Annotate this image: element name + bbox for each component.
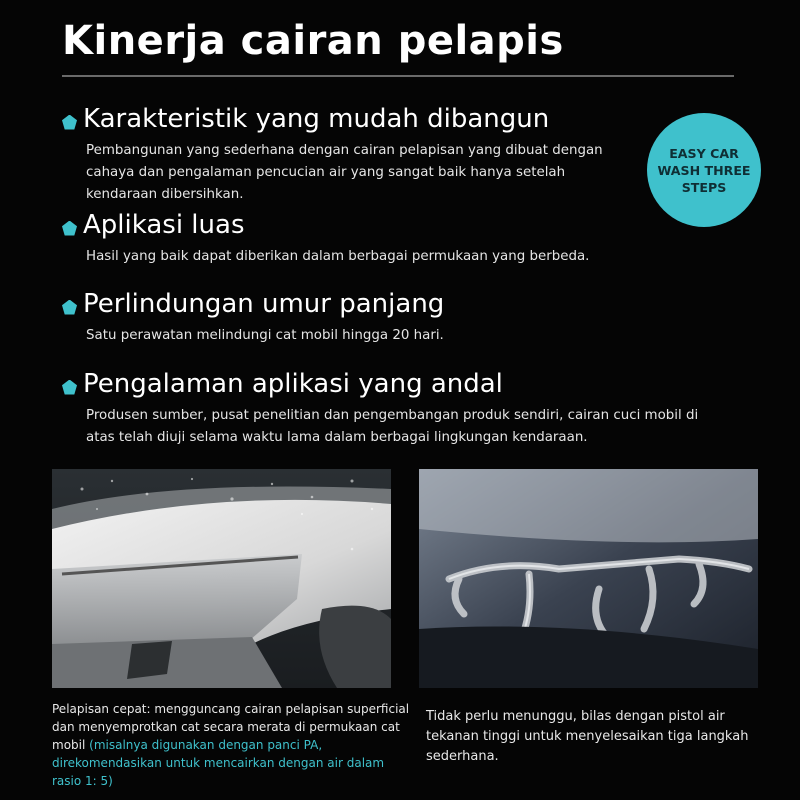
feature-easy-build — [62, 104, 622, 206]
easy-wash-badge — [647, 113, 761, 227]
page-title: Kinerja cairan pelapis — [62, 18, 564, 64]
left-caption-text: Pelapisan cepat: mengguncang cairan pelapisan superficial dan menyemprotkan cat secara merata di permukaan cat mobil — [52, 702, 410, 752]
feature-reliable-experience — [62, 369, 712, 449]
left-caption — [52, 700, 412, 790]
feature-description: Hasil yang baik dapat diberikan dalam berbagai permukaan yang berbeda. — [86, 249, 590, 264]
feature-title: Pengalaman aplikasi yang andal — [83, 369, 503, 399]
feature-description: Satu perawatan melindungi cat mobil hingga 20 hari. — [86, 328, 444, 343]
pentagon-bullet-icon — [62, 380, 77, 395]
feature-long-protection — [62, 289, 622, 347]
pentagon-bullet-icon — [62, 221, 77, 236]
title-divider — [62, 75, 734, 77]
right-caption — [426, 707, 771, 767]
feature-description: Pembangunan yang sederhana dengan cairan pelapisan yang dibuat dengan cahaya dan pengalaman pencucian air yang sangat baik hanya setelah kendaraan dibersihkan. — [86, 143, 603, 202]
feature-wide-application — [62, 210, 622, 268]
foam-car-photo — [52, 469, 391, 688]
badge-text: EASY CAR WASH THREE STEPS — [657, 145, 751, 195]
pentagon-bullet-icon — [62, 300, 77, 315]
feature-title: Perlindungan umur panjang — [83, 289, 445, 319]
right-caption-text: Tidak perlu menunggu, bilas dengan pistol air tekanan tinggi untuk menyelesaikan tiga langkah sederhana. — [426, 709, 749, 764]
feature-title: Aplikasi luas — [83, 210, 245, 240]
feature-title: Karakteristik yang mudah dibangun — [83, 104, 550, 134]
pentagon-bullet-icon — [62, 115, 77, 130]
feature-description: Produsen sumber, pusat penelitian dan pengembangan produk sendiri, cairan cuci mobil di atas telah diuji selama waktu lama dalam berbagai lingkungan kendaraan. — [86, 408, 699, 445]
rinse-hood-photo — [419, 469, 758, 688]
left-caption-highlight: (misalnya digunakan dengan panci PA, direkomendasikan untuk mencairkan dengan air dalam rasio 1: 5) — [52, 738, 385, 788]
